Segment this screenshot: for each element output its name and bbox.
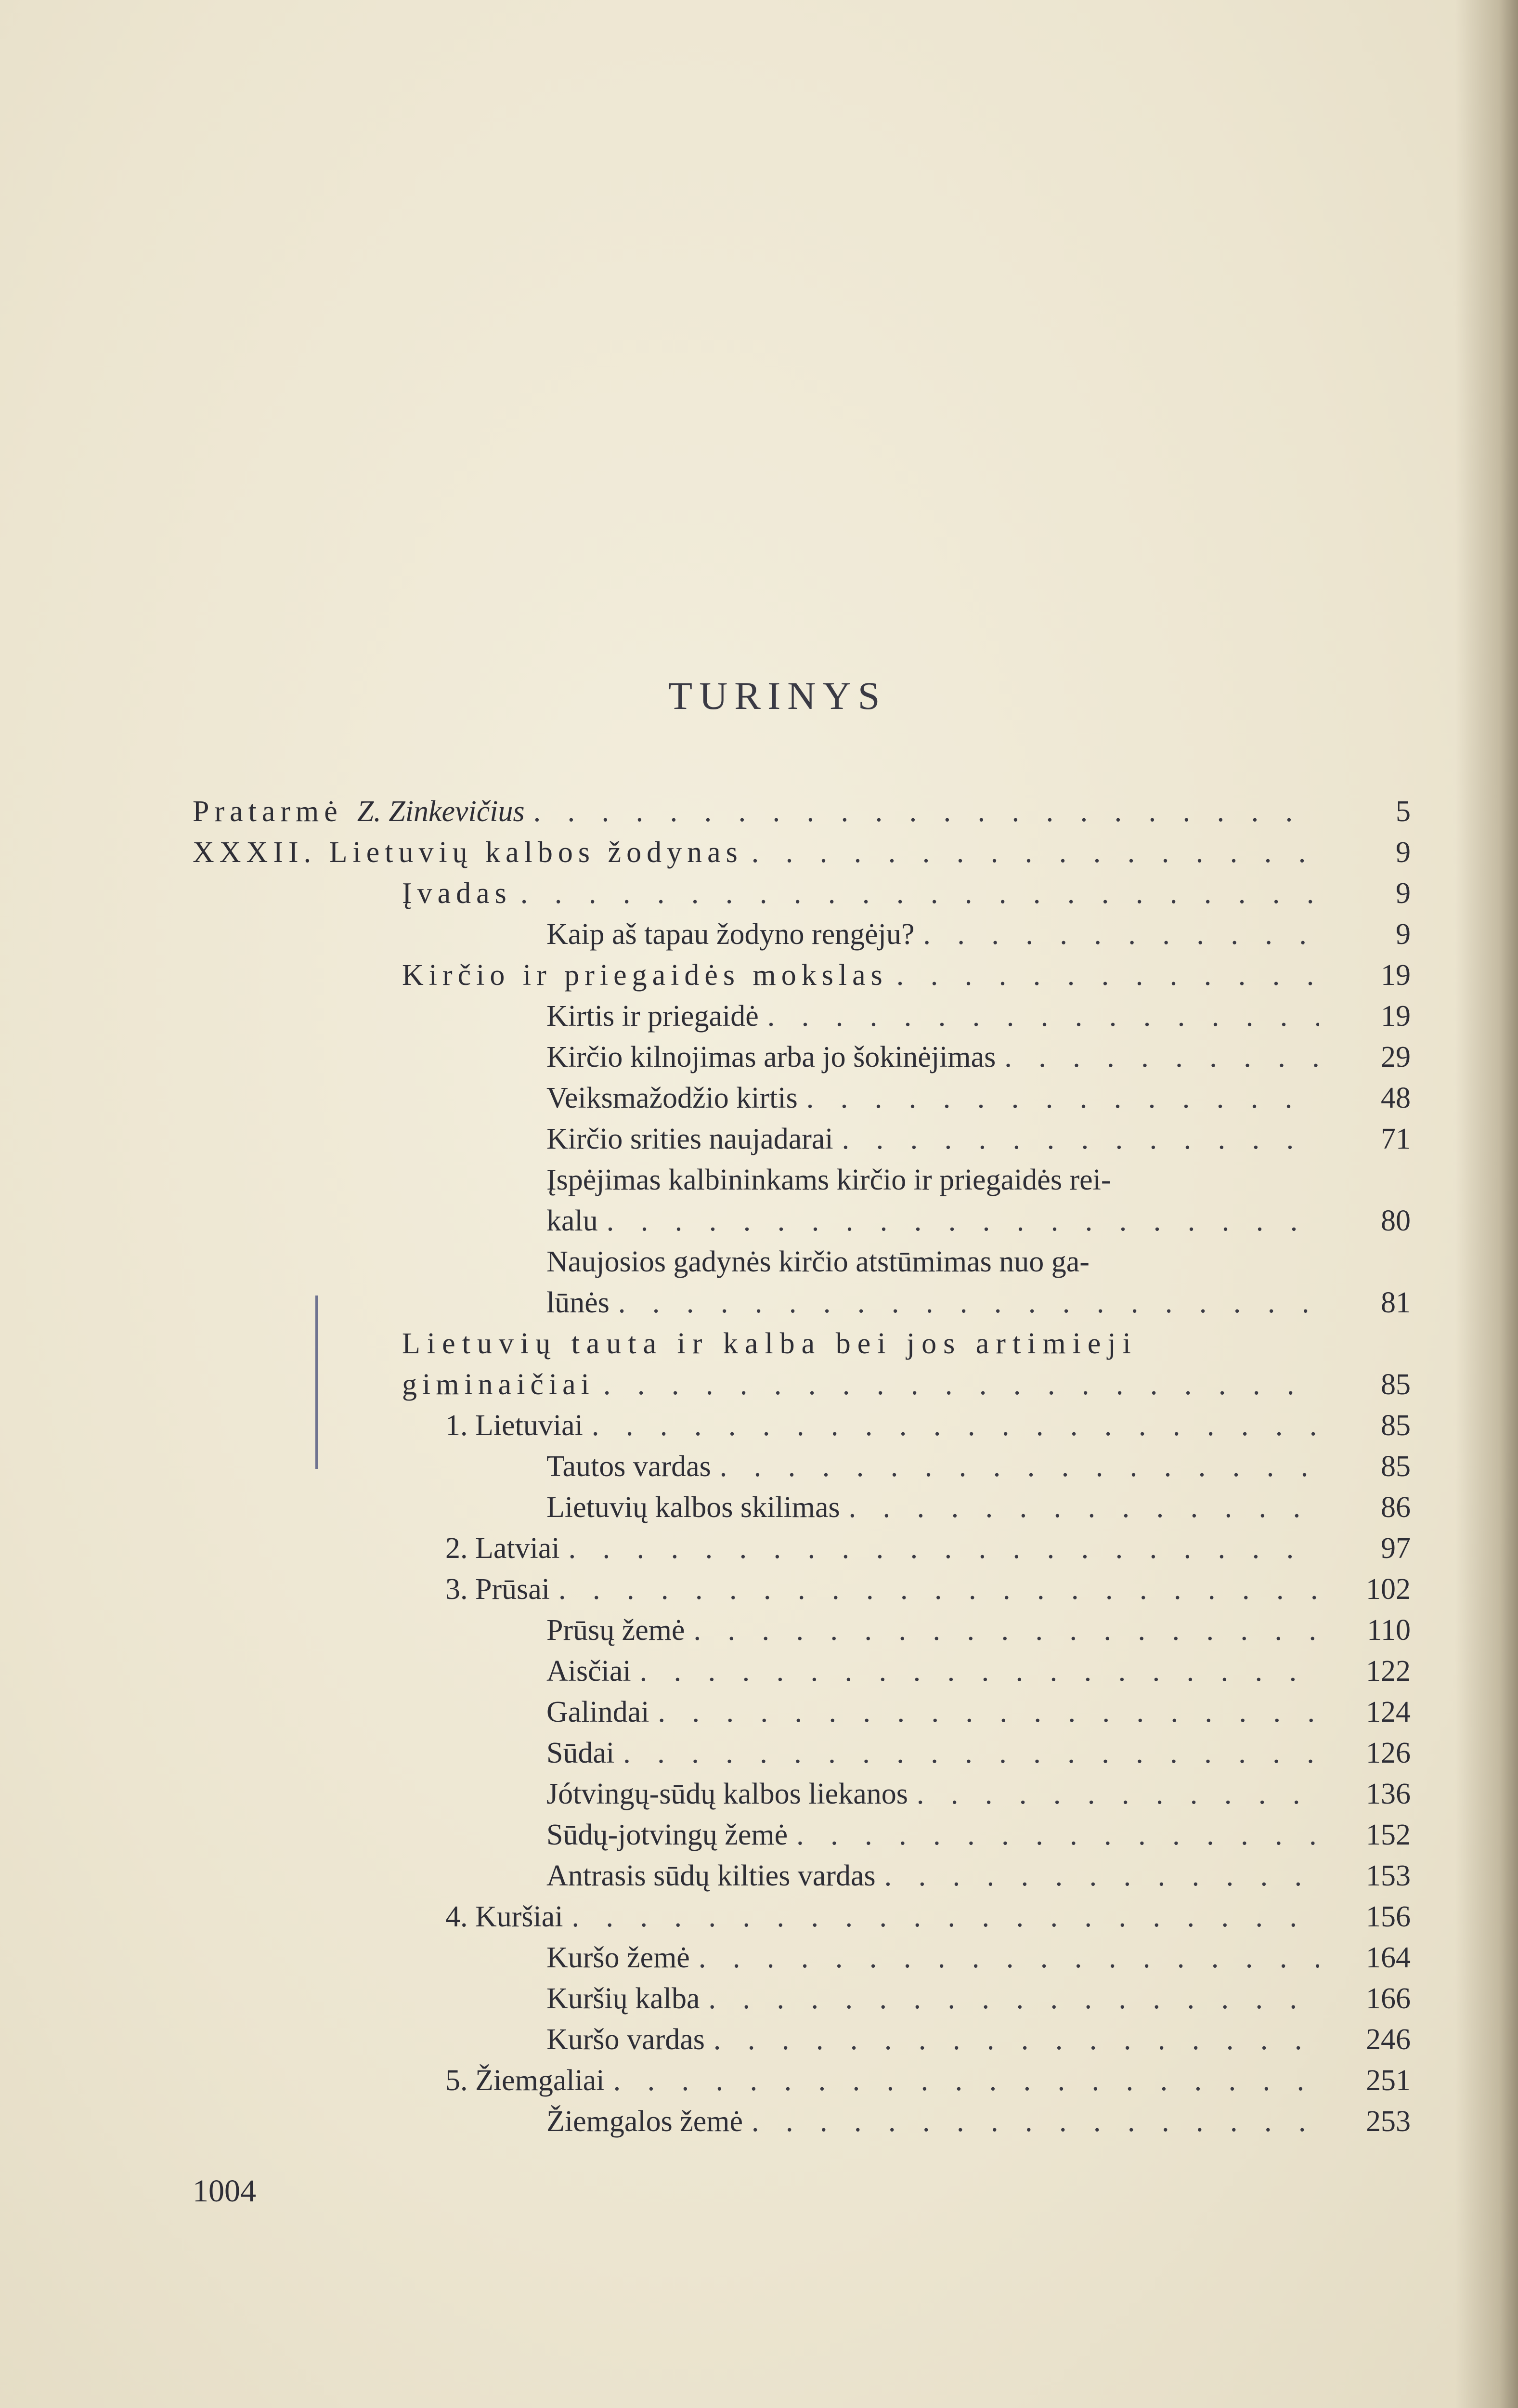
toc-page-number: 19 (1381, 1000, 1411, 1033)
toc-page-number: 156 (1366, 1900, 1411, 1933)
toc-row-numbered (445, 1570, 1411, 1609)
dot-leader (572, 1898, 1319, 1936)
dot-leader (709, 1979, 1319, 2018)
toc-label: Prūsų žemė (546, 1614, 685, 1647)
toc-row (546, 1161, 1411, 1199)
toc-entry (546, 915, 1319, 954)
toc-page-number: 136 (1366, 1778, 1411, 1810)
dot-leader (796, 1816, 1319, 1854)
toc-entry (546, 1038, 1319, 1076)
toc-page-number: 71 (1381, 1123, 1411, 1155)
toc-page-number: 126 (1366, 1737, 1411, 1769)
dot-leader (569, 1529, 1319, 1568)
toc-label: Kuršo žemė (546, 1941, 690, 1974)
toc-row (546, 1447, 1411, 1486)
toc-page-number: 166 (1366, 1982, 1411, 2015)
dot-leader (623, 1734, 1319, 1772)
toc-label: Lietuvių tauta ir kalba bei jos artimieji (402, 1327, 1138, 1360)
toc-row-chapter-xxxii (193, 833, 1411, 872)
toc-row (546, 1979, 1411, 2018)
toc-label: Naujosios gadynės kirčio atstūmimas nuo ga- (546, 1245, 1090, 1278)
toc-entry (546, 1857, 1319, 1895)
toc-label: 2. Latviai (445, 1532, 560, 1565)
toc-page-number: 102 (1366, 1573, 1411, 1606)
toc-entry (546, 2020, 1319, 2059)
toc-entry (546, 1652, 1319, 1690)
dot-leader (699, 1938, 1319, 1977)
toc-label: XXXII. Lietuvių kalbos žodynas (193, 836, 743, 869)
dot-leader (607, 1202, 1319, 1240)
page-title: TURINYS (668, 674, 887, 718)
toc-entry (193, 792, 1319, 831)
toc-label: Veiksmažodžio kirtis (546, 1082, 798, 1114)
toc-label: Kuršo vardas (546, 2023, 705, 2056)
toc-page-number: 124 (1366, 1696, 1411, 1728)
toc-row-section (402, 956, 1411, 995)
toc-label: Pratarmė (193, 795, 343, 828)
dot-leader (917, 1775, 1319, 1813)
toc-entry (546, 1693, 1319, 1731)
toc-label: Įspėjimas kalbininkams kirčio ir priegaidės rei- (546, 1164, 1111, 1196)
toc-label: Kuršių kalba (546, 1982, 700, 2015)
toc-page-number: 86 (1381, 1491, 1411, 1524)
toc-label: Sūdų-jotvingų žemė (546, 1819, 788, 1851)
dot-leader (603, 1365, 1319, 1404)
toc-row (546, 1120, 1411, 1158)
toc-entry (546, 1734, 1319, 1772)
toc-entry (445, 1529, 1319, 1568)
toc-page-number: 81 (1381, 1286, 1411, 1319)
dot-leader (714, 2020, 1319, 2059)
toc-page-number: 9 (1396, 918, 1411, 951)
toc-entry (546, 1079, 1319, 1117)
dot-leader (558, 1570, 1319, 1609)
toc-label: 3. Prūsai (445, 1573, 550, 1606)
toc-entry (402, 874, 1319, 913)
dot-leader (1004, 1038, 1319, 1076)
toc-row (546, 2102, 1411, 2141)
toc-page-number: 80 (1381, 1204, 1411, 1237)
toc-row-numbered (445, 1898, 1411, 1936)
toc-row (546, 1693, 1411, 1731)
toc-label: Antrasis sūdų kilties vardas (546, 1859, 876, 1892)
toc-page-number: 152 (1366, 1819, 1411, 1851)
toc-page-number: 85 (1381, 1450, 1411, 1483)
dot-leader (520, 874, 1319, 913)
toc-row-pratarme (193, 792, 1411, 831)
toc-page-number: 253 (1366, 2105, 1411, 2138)
toc-row (546, 1283, 1411, 1322)
dot-leader (884, 1857, 1319, 1895)
toc-page-number: 19 (1381, 959, 1411, 992)
toc-row-numbered (445, 2061, 1411, 2100)
toc-page-number: 164 (1366, 1941, 1411, 1974)
toc-page-number: 110 (1367, 1614, 1411, 1647)
toc-label: lūnės (546, 1286, 610, 1319)
toc-entry (546, 1611, 1319, 1649)
dot-leader (896, 956, 1319, 995)
dot-leader (849, 1488, 1319, 1527)
toc-row (546, 1202, 1411, 1240)
dot-leader (923, 915, 1319, 954)
toc-row (546, 1243, 1411, 1281)
toc-page-number: 9 (1396, 877, 1411, 910)
toc-label: Kirčio ir priegaidės mokslas (402, 959, 888, 992)
toc-page-number: 122 (1366, 1655, 1411, 1688)
toc-page-number: 48 (1381, 1082, 1411, 1114)
page-folio-number: 1004 (193, 2173, 256, 2209)
toc-entry (546, 1938, 1319, 1977)
dot-leader (613, 2061, 1319, 2100)
toc-row-section (402, 1365, 1411, 1404)
toc-label: Kirčio kilnojimas arba jo šokinėjimas (546, 1041, 996, 1073)
toc-row (546, 1816, 1411, 1854)
dot-leader (752, 2102, 1319, 2141)
toc-entry (445, 1406, 1319, 1445)
toc-label: Sūdai (546, 1737, 615, 1769)
dot-leader (533, 792, 1319, 831)
toc-row (546, 997, 1411, 1035)
dot-leader (640, 1652, 1319, 1690)
toc-page-number: 9 (1396, 836, 1411, 869)
dot-leader (592, 1406, 1319, 1445)
toc-author: Z. Zinkevičius (357, 795, 525, 828)
toc-page-number: 29 (1381, 1041, 1411, 1073)
toc-label: Kaip aš tapau žodyno rengėju? (546, 918, 915, 951)
toc-entry (546, 1775, 1319, 1813)
toc-label: Jótvingų-sūdų kalbos liekanos (546, 1778, 908, 1810)
toc-row (546, 1775, 1411, 1813)
dot-leader (694, 1611, 1319, 1649)
toc-page-number: 153 (1366, 1859, 1411, 1892)
toc-label: Lietuvių kalbos skilimas (546, 1491, 840, 1524)
dot-leader (720, 1447, 1319, 1486)
toc-entry (546, 1979, 1319, 2018)
toc-label: 4. Kuršiai (445, 1900, 563, 1933)
toc-entry (546, 1447, 1319, 1486)
toc-label: Kirtis ir priegaidė (546, 1000, 759, 1033)
toc-label: giminaičiai (402, 1368, 595, 1401)
dot-leader (752, 833, 1319, 872)
toc-entry (546, 1488, 1319, 1527)
toc-row (546, 1857, 1411, 1895)
toc-row (546, 2020, 1411, 2059)
dot-leader (658, 1693, 1320, 1731)
toc-entry (445, 2061, 1319, 2100)
toc-entry (546, 2102, 1319, 2141)
toc-entry (402, 1365, 1319, 1404)
toc-label: Įvadas (402, 877, 512, 910)
toc-page-number: 97 (1381, 1532, 1411, 1565)
toc-page-number: 85 (1381, 1368, 1411, 1401)
toc-entry (402, 956, 1319, 995)
toc-row (546, 1652, 1411, 1690)
toc-label: Žiemgalos žemė (546, 2105, 743, 2138)
toc-page-number: 5 (1396, 795, 1411, 828)
toc-row (546, 1938, 1411, 1977)
toc-label: kalu (546, 1204, 598, 1237)
toc-row-numbered (445, 1529, 1411, 1568)
toc-row (546, 1488, 1411, 1527)
toc-row (546, 1079, 1411, 1117)
toc-label: Galindai (546, 1696, 649, 1728)
toc-label: Aisčiai (546, 1655, 631, 1688)
toc-row (546, 1038, 1411, 1076)
toc-entry (445, 1898, 1319, 1936)
toc-label: 5. Žiemgaliai (445, 2064, 605, 2097)
dot-leader (842, 1120, 1319, 1158)
toc-entry (546, 1816, 1319, 1854)
toc-page-number: 251 (1366, 2064, 1411, 2097)
toc-entry (546, 997, 1319, 1035)
toc-row-numbered (445, 1406, 1411, 1445)
toc-row (546, 915, 1411, 954)
toc-entry (546, 1202, 1319, 1240)
dot-leader (767, 997, 1319, 1035)
toc-label: 1. Lietuviai (445, 1409, 583, 1442)
toc-page-number: 246 (1366, 2023, 1411, 2056)
toc-page-number: 85 (1381, 1409, 1411, 1442)
toc-entry (193, 833, 1319, 872)
toc-row (546, 1734, 1411, 1772)
dot-leader (806, 1079, 1319, 1117)
toc-label: Kirčio srities naujadarai (546, 1123, 833, 1155)
dot-leader (618, 1283, 1319, 1322)
toc-row-ivadas (402, 874, 1411, 913)
toc-row-section (402, 1324, 1411, 1363)
toc-entry (546, 1120, 1319, 1158)
toc-row (546, 1611, 1411, 1649)
toc-label: Tautos vardas (546, 1450, 711, 1483)
toc-entry (546, 1283, 1319, 1322)
toc-entry (445, 1570, 1319, 1609)
